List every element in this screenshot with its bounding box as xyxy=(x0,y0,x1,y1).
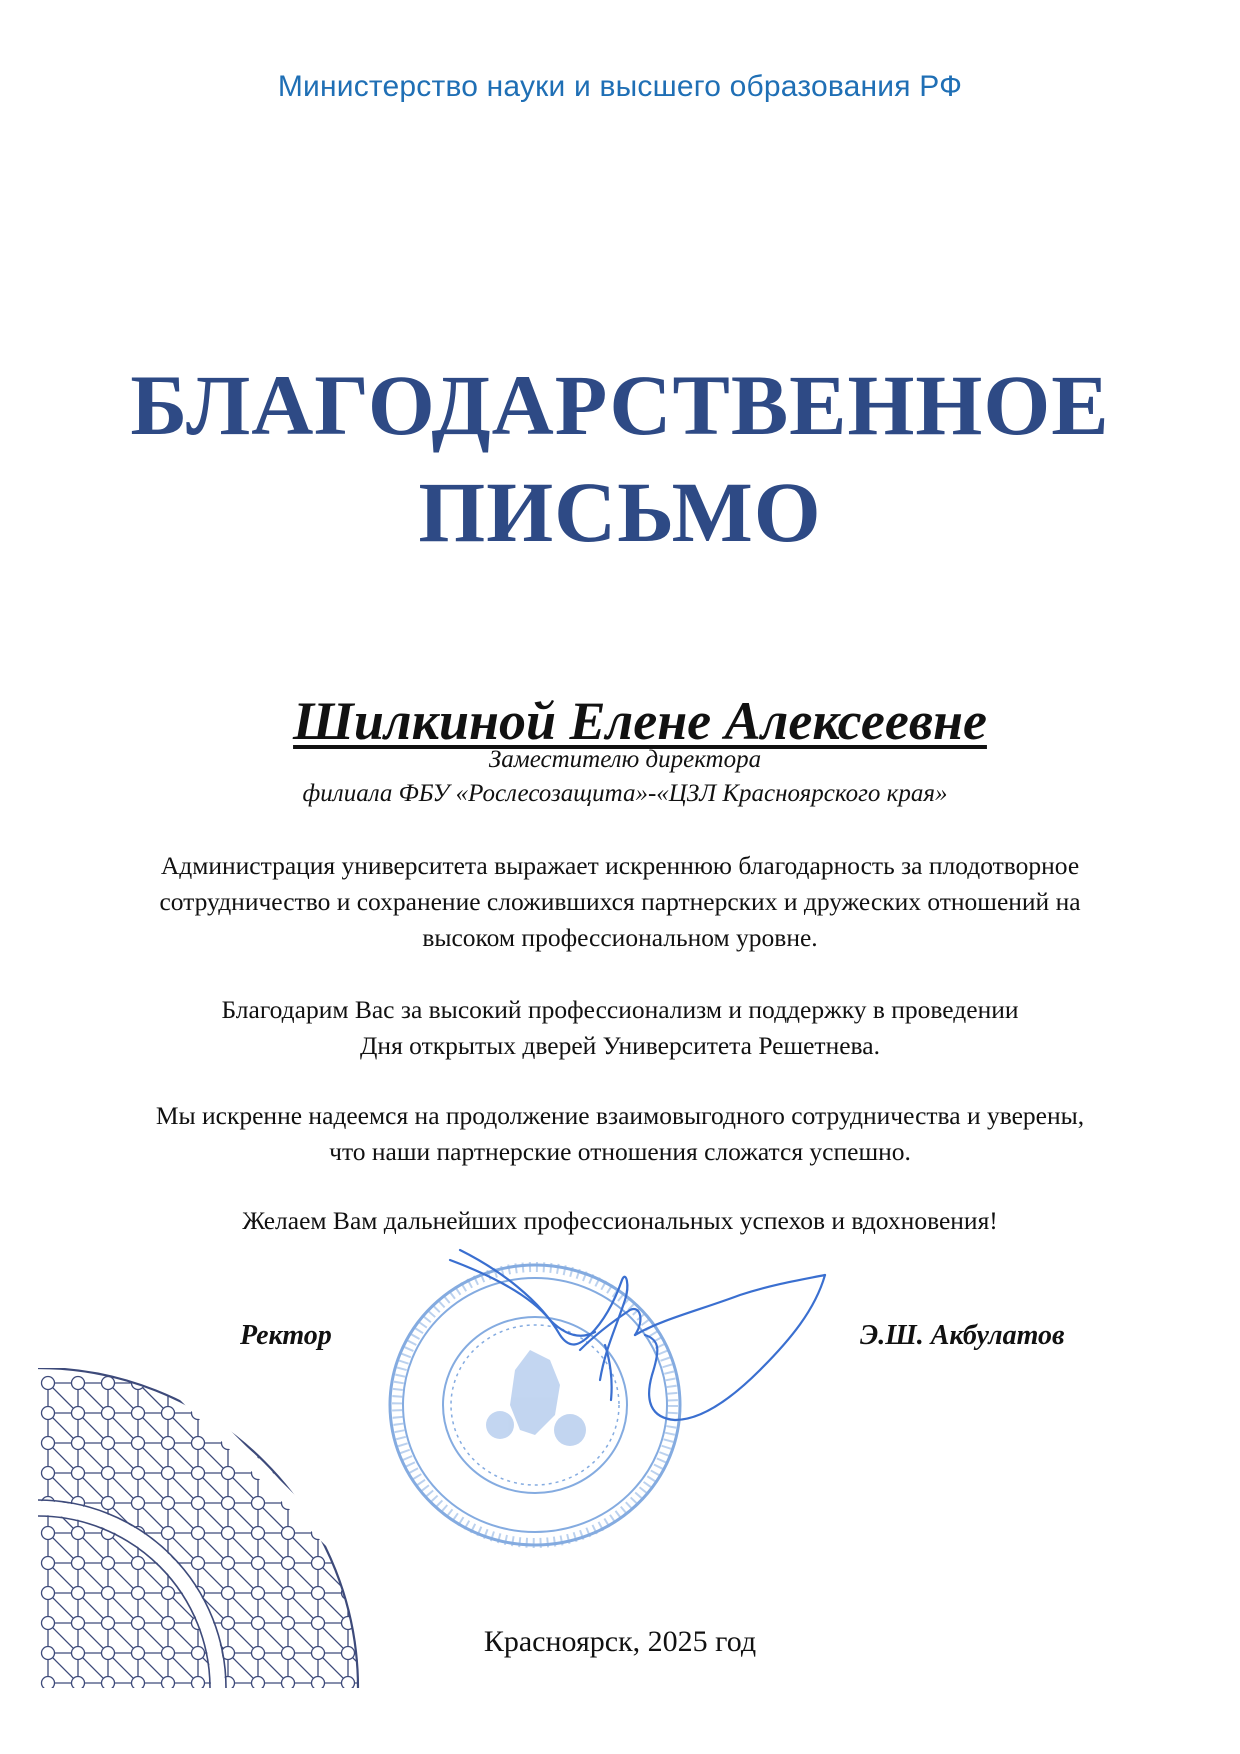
ornament-node xyxy=(42,1557,55,1570)
paragraph-line: высоком профессиональном уровне. xyxy=(422,923,818,952)
ornament-node xyxy=(252,1527,265,1540)
ornament-link xyxy=(113,1568,134,1589)
ornament-link xyxy=(233,1568,254,1589)
ornament-node xyxy=(222,1497,235,1510)
ornament-link xyxy=(353,1478,374,1499)
ornament-node xyxy=(282,1677,295,1690)
ornament-link xyxy=(53,1688,74,1698)
ornament-node xyxy=(42,1527,55,1540)
ornament-link xyxy=(293,1658,314,1679)
ornament-link xyxy=(233,1478,254,1499)
ornament-node xyxy=(162,1677,175,1690)
ornament-link xyxy=(203,1478,224,1499)
ornament-node xyxy=(132,1497,145,1510)
ornament-link xyxy=(203,1448,224,1469)
ornament-link xyxy=(143,1448,164,1469)
ornament-node xyxy=(132,1407,145,1420)
ornament-node xyxy=(222,1557,235,1570)
body-paragraph-1 xyxy=(0,848,1240,956)
ornament-link xyxy=(323,1598,344,1619)
ornament-link xyxy=(323,1658,344,1679)
ornament-link xyxy=(353,1568,374,1589)
ornament-node xyxy=(132,1437,145,1450)
ornament-node xyxy=(162,1407,175,1420)
body-paragraph-4 xyxy=(0,1203,1240,1239)
ornament-link xyxy=(143,1568,164,1589)
signatory-name: Э.Ш. Акбулатов xyxy=(860,1320,1065,1351)
ornament-link xyxy=(53,1448,74,1469)
ornament-link xyxy=(53,1388,74,1409)
ornament-link xyxy=(353,1658,374,1679)
ornament-link xyxy=(263,1538,284,1559)
ornament-link xyxy=(323,1478,344,1499)
ornament-node xyxy=(222,1467,235,1480)
paragraph-line: Желаем Вам дальнейших профессиональных успехов и вдохновения! xyxy=(242,1206,998,1235)
body-paragraph-3 xyxy=(0,1098,1240,1170)
ornament-node xyxy=(282,1407,295,1420)
ornament-node xyxy=(72,1437,85,1450)
ornament-link xyxy=(263,1448,284,1469)
ornament-link xyxy=(233,1598,254,1619)
recipient-position-line-2: филиала ФБУ «Рослесозащита»-«ЦЗЛ Красноярского края» xyxy=(302,780,948,807)
ornament-link xyxy=(53,1538,74,1559)
ornament-node xyxy=(342,1407,355,1420)
ornament-node xyxy=(42,1407,55,1420)
ornament-link xyxy=(203,1688,224,1698)
ornament-node xyxy=(342,1527,355,1540)
ornament-node xyxy=(162,1527,175,1540)
ornament-node xyxy=(72,1377,85,1390)
ornament-link xyxy=(53,1568,74,1589)
ornament-link xyxy=(293,1568,314,1589)
ornament-link xyxy=(293,1688,314,1698)
ornament-link xyxy=(83,1418,104,1439)
ornament-node xyxy=(252,1407,265,1420)
ornament-link xyxy=(263,1658,284,1679)
ornament-link xyxy=(113,1598,134,1619)
ornament-link xyxy=(53,1418,74,1439)
ornament-node xyxy=(282,1377,295,1390)
ornament-link xyxy=(263,1568,284,1589)
ornament-link xyxy=(113,1418,134,1439)
ornament-link xyxy=(323,1418,344,1439)
ministry-header: Министерство науки и высшего образования РФ xyxy=(277,70,963,103)
ornament-link xyxy=(83,1538,104,1559)
ornament-node xyxy=(102,1377,115,1390)
ornament-node xyxy=(252,1497,265,1510)
city-year: Красноярск, 2025 год xyxy=(483,1625,757,1658)
ornament-link xyxy=(113,1388,134,1409)
ornament-link xyxy=(173,1538,194,1559)
ornament-node xyxy=(102,1677,115,1690)
ornament-node xyxy=(102,1497,115,1510)
ornament-link xyxy=(293,1538,314,1559)
ornament-link xyxy=(173,1508,194,1529)
ornament-node xyxy=(102,1587,115,1600)
ornament-link xyxy=(203,1388,224,1409)
ornament-link xyxy=(83,1658,104,1679)
ornament-node xyxy=(132,1467,145,1480)
ornament-node xyxy=(162,1437,175,1450)
ornament-node xyxy=(342,1497,355,1510)
ornament-node xyxy=(252,1557,265,1570)
paragraph-line: сотрудничество и сохранение сложившихся партнерских и дружеских отношений на xyxy=(159,887,1081,916)
paragraph-line: Дня открытых дверей Университета Решетнева. xyxy=(360,1031,880,1060)
recipient-position-line-1: Заместителю директора xyxy=(488,746,762,773)
recipient-name: Шилкиной Елене Алексеевне xyxy=(293,691,987,751)
ornament-link xyxy=(353,1508,374,1529)
ornament-node xyxy=(282,1437,295,1450)
ornament-node xyxy=(42,1587,55,1600)
ornament-node xyxy=(312,1497,325,1510)
ornament-node xyxy=(192,1497,205,1510)
ornament-link xyxy=(83,1598,104,1619)
ornament-node xyxy=(312,1437,325,1450)
ornament-link xyxy=(83,1388,104,1409)
ornament-node xyxy=(42,1467,55,1480)
ornament-link xyxy=(293,1478,314,1499)
ornament-link xyxy=(203,1538,224,1559)
ornament-node xyxy=(222,1527,235,1540)
ornament-link xyxy=(323,1388,344,1409)
ornament-node xyxy=(72,1677,85,1690)
ornament-link xyxy=(323,1508,344,1529)
ornament-node xyxy=(132,1557,145,1570)
ornament-link xyxy=(83,1568,104,1589)
ornament-link xyxy=(83,1688,104,1698)
ornament-node xyxy=(252,1437,265,1450)
ornament-link xyxy=(293,1388,314,1409)
ornament-node xyxy=(72,1407,85,1420)
ornament-link xyxy=(83,1448,104,1469)
ornament-node xyxy=(222,1407,235,1420)
ornament-link xyxy=(293,1598,314,1619)
ornament-link xyxy=(53,1598,74,1619)
ornament-link xyxy=(143,1658,164,1679)
ornament-link xyxy=(233,1538,254,1559)
ornament-node xyxy=(192,1677,205,1690)
ornament-link xyxy=(263,1508,284,1529)
ornament-link xyxy=(143,1418,164,1439)
ornament-node xyxy=(102,1407,115,1420)
ornament-node xyxy=(162,1497,175,1510)
ornament-node xyxy=(222,1587,235,1600)
ornament-link xyxy=(233,1688,254,1698)
ornament-node xyxy=(282,1467,295,1480)
ornament-node xyxy=(252,1677,265,1690)
ornament-link xyxy=(173,1448,194,1469)
ornament-node xyxy=(132,1587,145,1600)
ornament-link xyxy=(353,1538,374,1559)
body-paragraph-2 xyxy=(0,992,1240,1064)
ornament-node xyxy=(192,1377,205,1390)
ornament-node xyxy=(192,1467,205,1480)
ornament-link xyxy=(113,1478,134,1499)
ornament-node xyxy=(162,1467,175,1480)
ornament-node xyxy=(192,1437,205,1450)
ornament-node xyxy=(312,1557,325,1570)
ornament-node xyxy=(282,1557,295,1570)
paragraph-line: что наши партнерские отношения сложатся успешно. xyxy=(329,1137,911,1166)
ornament-node xyxy=(312,1587,325,1600)
letter-title-line-2: ПИСЬМО xyxy=(418,464,822,560)
ornament-link xyxy=(173,1418,194,1439)
ornament-link xyxy=(113,1448,134,1469)
ornament-link xyxy=(143,1508,164,1529)
ornament-link xyxy=(263,1598,284,1619)
ornament-node xyxy=(312,1467,325,1480)
signatory-role: Ректор xyxy=(240,1320,332,1351)
ornament-node xyxy=(102,1437,115,1450)
ornament-node xyxy=(282,1527,295,1540)
ornament-link xyxy=(143,1388,164,1409)
ornament-link xyxy=(233,1658,254,1679)
ornament-link xyxy=(173,1688,194,1698)
ornament-node xyxy=(72,1467,85,1480)
ornament-link xyxy=(353,1388,374,1409)
ornament-node xyxy=(42,1377,55,1390)
ornament-node xyxy=(222,1377,235,1390)
ornament-link xyxy=(263,1418,284,1439)
paragraph-line: Администрация университета выражает искреннюю благодарность за плодотворное xyxy=(160,851,1080,880)
paragraph-line: Благодарим Вас за высокий профессионализм и поддержку в проведении xyxy=(221,995,1019,1024)
ornament-link xyxy=(323,1448,344,1469)
ornament-link xyxy=(263,1388,284,1409)
ornament-link xyxy=(143,1478,164,1499)
ornament-link xyxy=(173,1478,194,1499)
ornament-node xyxy=(102,1467,115,1480)
ornament-link xyxy=(173,1658,194,1679)
ornament-link xyxy=(83,1478,104,1499)
ornament-node xyxy=(72,1587,85,1600)
ornament-link xyxy=(143,1688,164,1698)
ornament-node xyxy=(162,1587,175,1600)
ornament-node xyxy=(342,1377,355,1390)
ornament-link xyxy=(113,1658,134,1679)
ornament-link xyxy=(113,1688,134,1698)
ornament-link xyxy=(353,1688,374,1698)
ornament-node xyxy=(102,1557,115,1570)
ornament-link xyxy=(353,1598,374,1619)
ornament-link xyxy=(143,1598,164,1619)
ornament-node xyxy=(192,1557,205,1570)
ornament-link xyxy=(323,1688,344,1698)
ornament-node xyxy=(42,1437,55,1450)
ornament-link xyxy=(233,1508,254,1529)
ornament-node xyxy=(312,1677,325,1690)
letter-title-line-1: БЛАГОДАРСТВЕННОЕ xyxy=(130,357,1110,453)
ornament-node xyxy=(342,1437,355,1450)
ornament-node xyxy=(312,1407,325,1420)
ornament-link xyxy=(353,1448,374,1469)
ornament-link xyxy=(233,1388,254,1409)
ornament-node xyxy=(72,1527,85,1540)
ornament-link xyxy=(203,1508,224,1529)
ornament-link xyxy=(293,1448,314,1469)
ornament-link xyxy=(293,1418,314,1439)
ornament-node xyxy=(342,1677,355,1690)
ornament-link xyxy=(263,1688,284,1698)
ornament-node xyxy=(342,1467,355,1480)
ornament-node xyxy=(312,1377,325,1390)
ornament-node xyxy=(192,1527,205,1540)
ornament-node xyxy=(132,1677,145,1690)
handwritten-signature-icon xyxy=(430,1240,850,1470)
ornament-link xyxy=(53,1478,74,1499)
ornament-node xyxy=(72,1557,85,1570)
ornament-node xyxy=(252,1587,265,1600)
ornament-link xyxy=(203,1568,224,1589)
paragraph-line: Мы искренне надеемся на продолжение взаимовыгодного сотрудничества и уверены, xyxy=(155,1101,1085,1130)
ornament-node xyxy=(282,1587,295,1600)
ornament-node xyxy=(42,1677,55,1690)
ornament-link xyxy=(53,1658,74,1679)
ornament-link xyxy=(353,1418,374,1439)
ornament-node xyxy=(252,1377,265,1390)
